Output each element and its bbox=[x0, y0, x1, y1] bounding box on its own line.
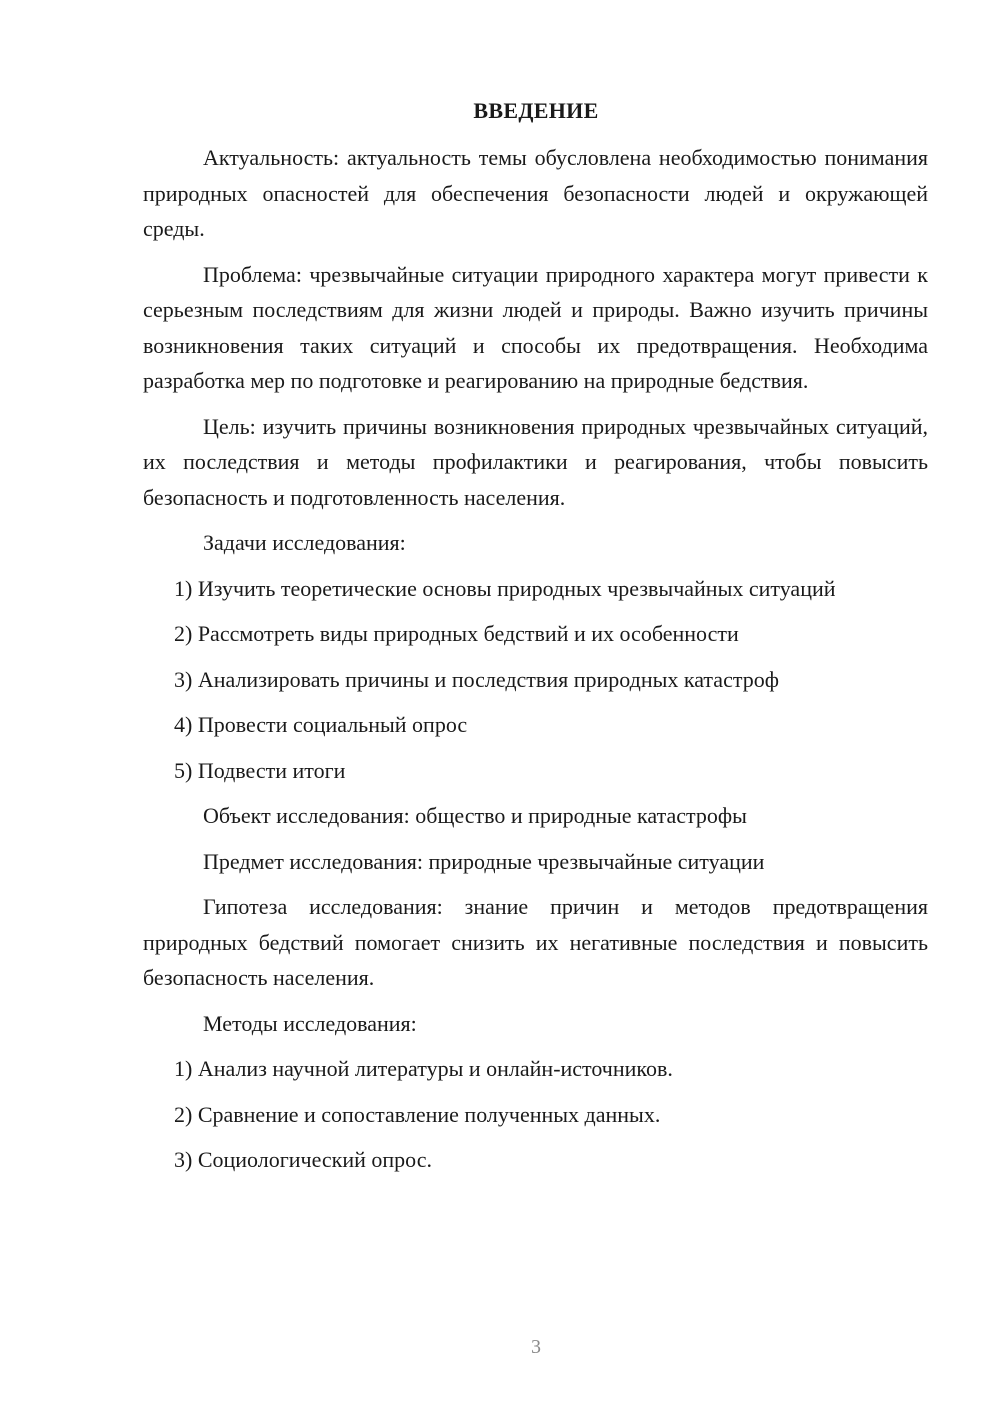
subject-line: Предмет исследования: природные чрезвычайные ситуации bbox=[203, 848, 765, 874]
tasks-list bbox=[143, 571, 928, 789]
hypothesis-paragraph: Гипотеза исследования: знание причин и методов предотвращения природных бедствий помогает снизить их негативные последствия и повысить безопасность населения. bbox=[143, 894, 928, 990]
page-number: 3 bbox=[531, 1336, 541, 1358]
list-item: 1) Анализ научной литературы и онлайн-источников. bbox=[174, 1056, 673, 1081]
list-item: 3) Социологический опрос. bbox=[174, 1147, 432, 1172]
goal-paragraph: Цель: изучить причины возникновения природных чрезвычайных ситуаций, их последствия и методы профилактики и реагирования, чтобы повысить безопасность и подготовленность населения. bbox=[143, 413, 928, 510]
relevance-paragraph: Актуальность: актуальность темы обусловлена необходимостью понимания природных опасностей для обеспечения безопасности людей и окружающей среды. bbox=[143, 145, 928, 241]
main-content bbox=[143, 140, 928, 1188]
object-line: Объект исследования: общество и природные катастрофы bbox=[203, 803, 747, 828]
list-item: 5) Подвести итоги bbox=[174, 757, 346, 783]
list-item: 2) Рассмотреть виды природных бедствий и их особенности bbox=[174, 621, 739, 646]
tasks-heading: Задачи исследования: bbox=[203, 530, 406, 555]
methods-list bbox=[143, 1051, 928, 1178]
page-title: ВВЕДЕНИЕ bbox=[473, 98, 599, 123]
list-item: 3) Анализировать причины и последствия природных катастроф bbox=[174, 666, 779, 692]
list-item: 4) Провести социальный опрос bbox=[174, 712, 468, 737]
list-item: 2) Сравнение и сопоставление полученных данных. bbox=[174, 1101, 661, 1127]
list-item: 1) Изучить теоретические основы природных чрезвычайных ситуаций bbox=[174, 575, 836, 601]
problem-paragraph: Проблема: чрезвычайные ситуации природного характера могут привести к серьезным последствиям для жизни людей и природы. Важно изучить причины возникновения таких ситуаций и способы их предотвращения. Необходима разработка мер по подготовке и реагированию на природные бедствия. bbox=[143, 261, 928, 393]
methods-heading: Методы исследования: bbox=[203, 1010, 417, 1036]
